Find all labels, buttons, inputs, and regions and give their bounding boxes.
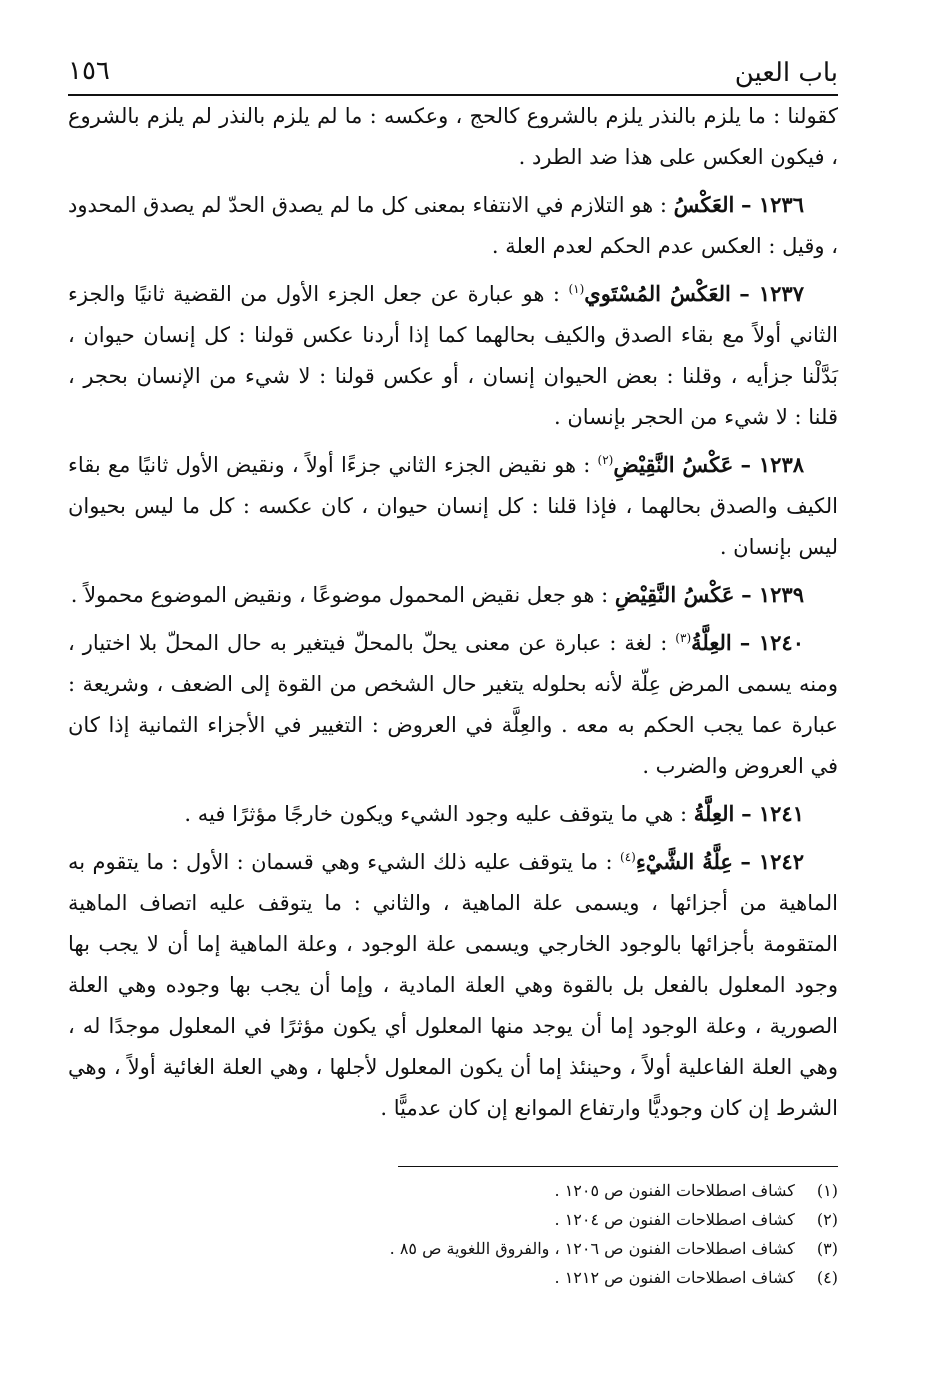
entry-text: : هي ما يتوقف عليه وجود الشيء ويكون خارجًا مؤثرًا فيه . (184, 802, 694, 826)
entry-1237 (68, 273, 838, 438)
footnote (68, 1234, 838, 1263)
entry-text: : هو جعل نقيض المحمول موضوعًا ، ونقيض الموضوع محمولاً . (70, 583, 615, 607)
footnote-reference: (٢) (597, 453, 614, 467)
footnote-text: كشاف اصطلاحات الفنون ص ١٢١٢ . (554, 1268, 795, 1287)
page-header (68, 50, 838, 96)
footnote-reference: (١) (568, 282, 585, 296)
entry-1242 (68, 841, 838, 1129)
entry-term: العِلَّةُ (693, 801, 735, 826)
footnote-text: كشاف اصطلاحات الفنون ص ١٢٠٥ . (554, 1181, 795, 1200)
entry-text: : ما يتوقف عليه ذلك الشيء وهي قسمان : الأول : ما يتقوم به الماهية من أجزائها ، ويسمى علة الماهية ، والثاني : ما يتوقف عليه اتصاف الماهية المتقومة بأجزائها بالوجود الخارجي ويسمى علة الوجود ، وعلة الماهية إما أن لا يجب بها وجود المعلول بالفعل بل بالقوة وهي العلة المادية ، وإما أن يجب بها وجوده وهي العلة الصورية ، وعلة الوجود إما أن يوجد منها المعلول أي يكون مؤثرًا في المعلول موجدًا له ، وهي العلة الفاعلية أولاً ، وحينئذ إما أن يكون المعلول لأجلها ، وهي العلة الغائية أولاً ، وهي الشرط إن كان وجوديًّا وارتفاع الموانع إن كان عدميًّا . (68, 850, 838, 1120)
footnote-reference: (٤) (620, 850, 636, 864)
footnote-text: كشاف اصطلاحات الفنون ص ١٢٠٤ . (554, 1210, 795, 1229)
entry-number: ١٢٣٩ – (741, 582, 804, 607)
entry-1240 (68, 622, 838, 787)
entry-1239 (68, 574, 838, 616)
entry-term: العَكْسُ (673, 192, 735, 217)
entry-term: عَكْسُ النَّقِيْضِ (614, 582, 735, 607)
entry-term: العَكْسُ المُسْتَوي (584, 281, 731, 306)
page-number: ١٥٦ (68, 56, 110, 86)
footnote-number: (٢) (816, 1210, 838, 1229)
chapter-title: باب العين (734, 58, 838, 88)
footnote (68, 1263, 838, 1292)
entry-number: ١٢٤١ – (741, 801, 804, 826)
paragraph-text: كقولنا : ما يلزم بالنذر يلزم بالشروع كالحج ، وعكسه : ما لم يلزم بالنذر لم يلزم بالشروع ، فيكون العكس على هذا ضد الطرد . (68, 104, 838, 169)
entry-text: : هو عبارة عن جعل الجزء الأول من القضية ثانيًا والجزء الثاني أولاً مع بقاء الصدق والكيف بحالهما كما إذا أردنا عكس قولنا : كل إنسان حيوان ، بَدَّلْنا جزأيه ، وقلنا : بعض الحيوان إنسان ، أو عكس قولنا : لا شيء من الإنسان بحجر ، قلنا : لا شيء من الحجر بإنسان . (68, 282, 838, 429)
footnote-reference: (٣) (675, 631, 692, 645)
entry-text: : هو التلازم في الانتفاء بمعنى كل ما لم يصدق الحدّ لم يصدق المحدود ، وقيل : العكس عدم الحكم لعدم العلة . (68, 193, 838, 258)
footnote (68, 1205, 838, 1234)
entry-text: : هو نقيض الجزء الثاني جزءًا أولاً ، ونقيض الأول ثانيًا مع بقاء الكيف والصدق بحالهما ، فإذا قلنا : كل إنسان حيوان ، كان عكسه : كل ما ليس بحيوان ليس بإنسان . (68, 453, 838, 559)
entry-number: ١٢٤٢ – (740, 849, 804, 874)
main-text (68, 96, 838, 1135)
entry-term: عِلَّةُ الشَّيْءِ (635, 849, 733, 874)
footnote-text: كشاف اصطلاحات الفنون ص ١٢٠٦ ، والفروق اللغوية ص ٨٥ . (389, 1239, 795, 1258)
entry-1241 (68, 793, 838, 835)
entry-1236 (68, 184, 838, 267)
entry-1238 (68, 444, 838, 568)
entry-number: ١٢٤٠ – (739, 630, 804, 655)
footnote-divider (398, 1166, 838, 1167)
entry-term: العِلَّةُ (691, 630, 732, 655)
footnote-number: (٣) (816, 1239, 838, 1258)
entry-text: : لغة : عبارة عن معنى يحلّ بالمحلّ فيتغير به حال المحلّ بلا اختيار ، ومنه يسمى المرض عِلّة لأنه بحلوله يتغير حال الشخص من القوة إلى الضعف ، وشريعة : عبارة عما يجب الحكم به معه . والعِلَّة في العروض : التغيير في الأجزاء الثمانية إذا كان في العروض والضرب . (68, 631, 838, 778)
entry-term: عَكْسُ النَّقِيْضِ (613, 452, 734, 477)
entry-number: ١٢٣٧ – (739, 281, 804, 306)
entry-number: ١٢٣٨ – (740, 452, 805, 477)
footnotes (68, 1176, 838, 1292)
paragraph (68, 96, 838, 178)
footnote (68, 1176, 838, 1205)
footnote-number: (١) (816, 1181, 838, 1200)
footnote-number: (٤) (816, 1268, 838, 1287)
entry-number: ١٢٣٦ – (741, 192, 804, 217)
